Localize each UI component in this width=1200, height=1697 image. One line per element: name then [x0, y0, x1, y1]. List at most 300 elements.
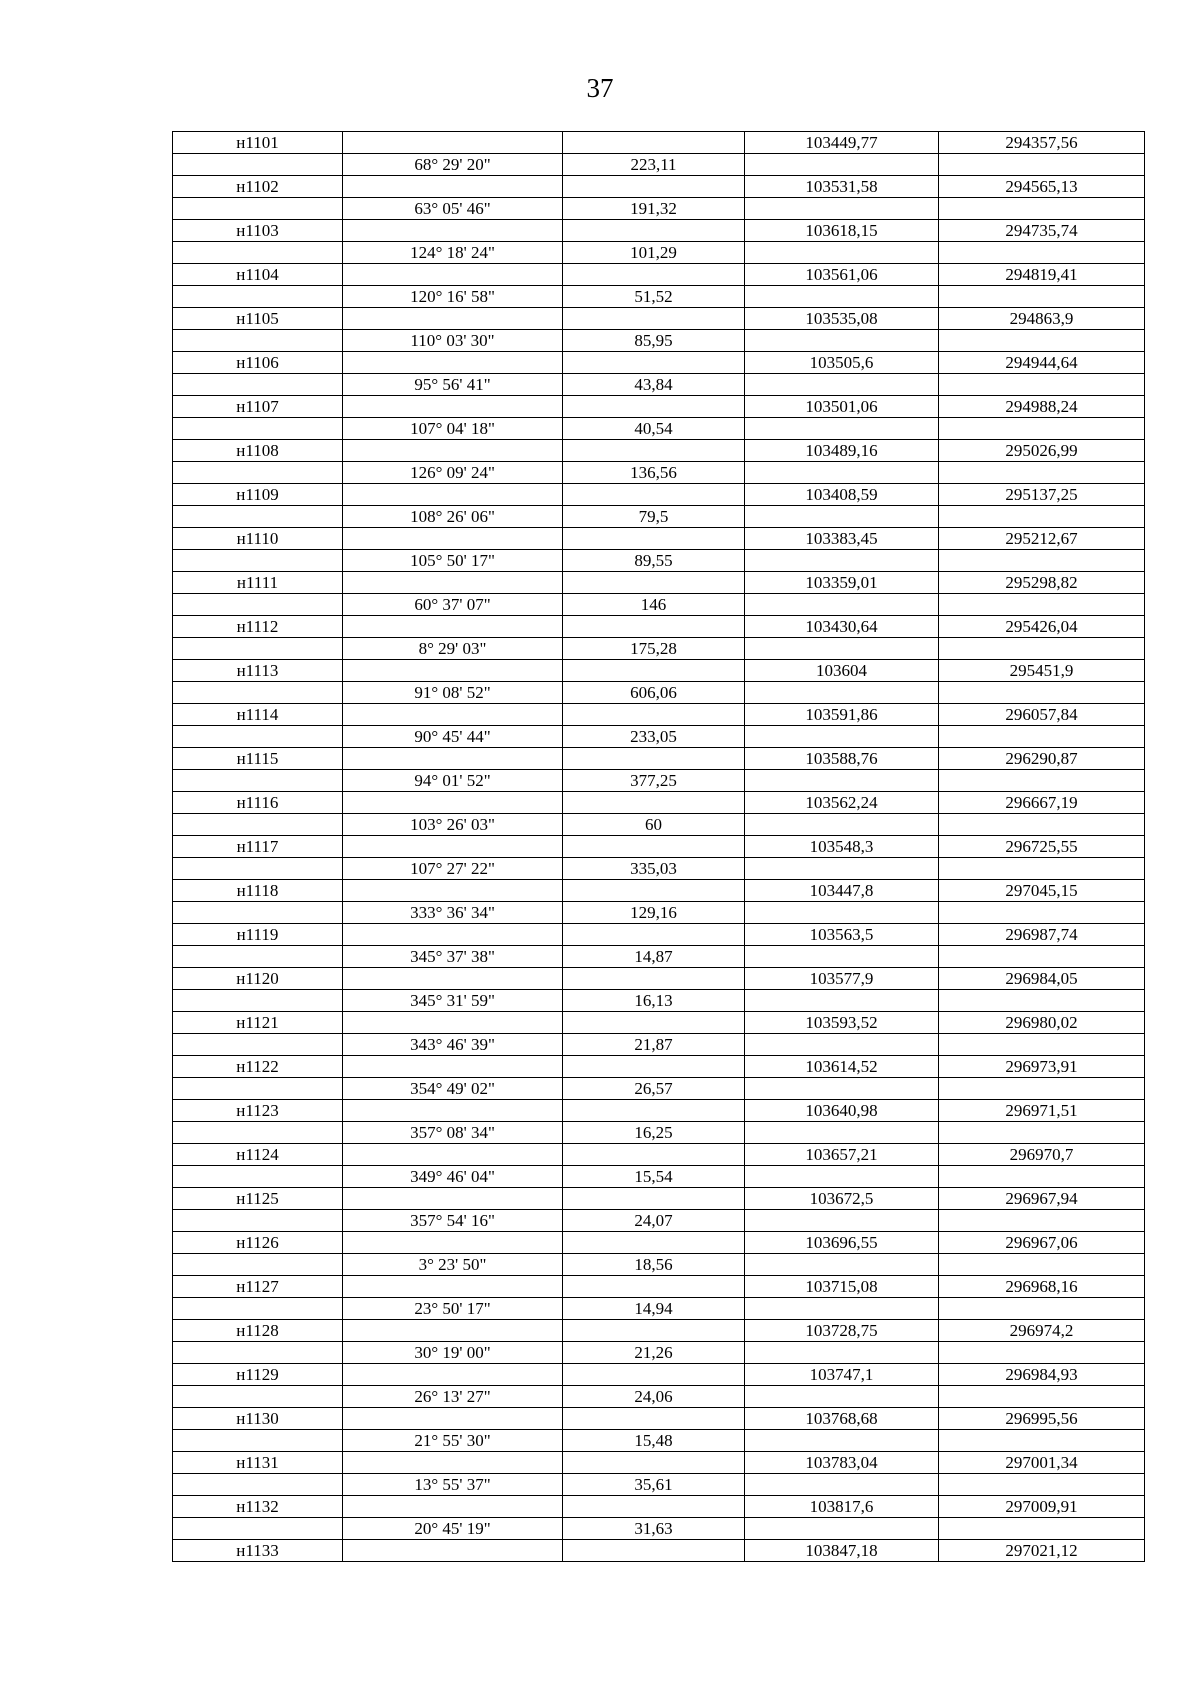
table-row	[173, 1188, 1145, 1210]
point-cell	[173, 550, 343, 572]
x-coordinate-cell	[745, 594, 939, 616]
point-cell: н1121	[173, 1012, 343, 1034]
y-coordinate-cell: 296987,74	[939, 924, 1145, 946]
x-coordinate-cell	[745, 1430, 939, 1452]
x-coordinate-cell: 103408,59	[745, 484, 939, 506]
x-coordinate-cell	[745, 858, 939, 880]
distance-cell: 24,06	[563, 1386, 745, 1408]
x-coordinate-cell	[745, 770, 939, 792]
distance-cell: 51,52	[563, 286, 745, 308]
angle-cell	[343, 1364, 563, 1386]
x-coordinate-cell: 103783,04	[745, 1452, 939, 1474]
x-coordinate-cell	[745, 1034, 939, 1056]
distance-cell: 40,54	[563, 418, 745, 440]
distance-cell	[563, 440, 745, 462]
point-cell: н1120	[173, 968, 343, 990]
angle-cell: 13° 55' 37"	[343, 1474, 563, 1496]
distance-cell	[563, 704, 745, 726]
point-cell	[173, 682, 343, 704]
distance-cell	[563, 484, 745, 506]
y-coordinate-cell: 296967,94	[939, 1188, 1145, 1210]
angle-cell	[343, 792, 563, 814]
y-coordinate-cell	[939, 902, 1145, 924]
table-row	[173, 726, 1145, 748]
x-coordinate-cell: 103747,1	[745, 1364, 939, 1386]
angle-cell: 23° 50' 17"	[343, 1298, 563, 1320]
y-coordinate-cell: 296995,56	[939, 1408, 1145, 1430]
y-coordinate-cell	[939, 1122, 1145, 1144]
table-row	[173, 1474, 1145, 1496]
x-coordinate-cell	[745, 1210, 939, 1232]
distance-cell	[563, 176, 745, 198]
distance-cell	[563, 748, 745, 770]
y-coordinate-cell	[939, 286, 1145, 308]
table-row	[173, 1342, 1145, 1364]
point-cell	[173, 946, 343, 968]
distance-cell: 21,87	[563, 1034, 745, 1056]
table-row	[173, 462, 1145, 484]
x-coordinate-cell: 103728,75	[745, 1320, 939, 1342]
angle-cell: 63° 05' 46"	[343, 198, 563, 220]
table-row	[173, 242, 1145, 264]
angle-cell: 345° 37' 38"	[343, 946, 563, 968]
table-row	[173, 1012, 1145, 1034]
y-coordinate-cell: 296290,87	[939, 748, 1145, 770]
point-cell	[173, 198, 343, 220]
distance-cell: 233,05	[563, 726, 745, 748]
angle-cell	[343, 528, 563, 550]
distance-cell: 21,26	[563, 1342, 745, 1364]
angle-cell: 110° 03' 30"	[343, 330, 563, 352]
angle-cell	[343, 396, 563, 418]
distance-cell	[563, 1408, 745, 1430]
table-row	[173, 286, 1145, 308]
angle-cell: 357° 08' 34"	[343, 1122, 563, 1144]
y-coordinate-cell	[939, 1210, 1145, 1232]
distance-cell	[563, 220, 745, 242]
angle-cell: 94° 01' 52"	[343, 770, 563, 792]
point-cell	[173, 1122, 343, 1144]
x-coordinate-cell: 103672,5	[745, 1188, 939, 1210]
point-cell: н1126	[173, 1232, 343, 1254]
angle-cell	[343, 220, 563, 242]
x-coordinate-cell	[745, 1386, 939, 1408]
angle-cell: 107° 27' 22"	[343, 858, 563, 880]
y-coordinate-cell	[939, 1034, 1145, 1056]
table-row	[173, 1496, 1145, 1518]
table-row	[173, 792, 1145, 814]
y-coordinate-cell	[939, 726, 1145, 748]
table-row	[173, 176, 1145, 198]
point-cell: н1119	[173, 924, 343, 946]
y-coordinate-cell	[939, 638, 1145, 660]
distance-cell	[563, 132, 745, 154]
table-row	[173, 902, 1145, 924]
x-coordinate-cell	[745, 1518, 939, 1540]
x-coordinate-cell: 103640,98	[745, 1100, 939, 1122]
y-coordinate-cell: 295298,82	[939, 572, 1145, 594]
point-cell: н1108	[173, 440, 343, 462]
y-coordinate-cell: 296968,16	[939, 1276, 1145, 1298]
y-coordinate-cell	[939, 1342, 1145, 1364]
x-coordinate-cell: 103531,58	[745, 176, 939, 198]
x-coordinate-cell	[745, 462, 939, 484]
x-coordinate-cell	[745, 242, 939, 264]
y-coordinate-cell	[939, 374, 1145, 396]
point-cell	[173, 1430, 343, 1452]
x-coordinate-cell	[745, 946, 939, 968]
table-row	[173, 506, 1145, 528]
distance-cell: 101,29	[563, 242, 745, 264]
y-coordinate-cell: 297045,15	[939, 880, 1145, 902]
y-coordinate-cell: 295451,9	[939, 660, 1145, 682]
point-cell	[173, 990, 343, 1012]
angle-cell: 3° 23' 50"	[343, 1254, 563, 1276]
distance-cell	[563, 528, 745, 550]
point-cell	[173, 1386, 343, 1408]
distance-cell	[563, 836, 745, 858]
x-coordinate-cell	[745, 1166, 939, 1188]
point-cell: н1109	[173, 484, 343, 506]
angle-cell: 120° 16' 58"	[343, 286, 563, 308]
y-coordinate-cell: 296057,84	[939, 704, 1145, 726]
y-coordinate-cell: 294944,64	[939, 352, 1145, 374]
distance-cell	[563, 924, 745, 946]
x-coordinate-cell	[745, 726, 939, 748]
angle-cell	[343, 1452, 563, 1474]
angle-cell	[343, 1188, 563, 1210]
x-coordinate-cell: 103847,18	[745, 1540, 939, 1562]
table-row	[173, 528, 1145, 550]
x-coordinate-cell: 103604	[745, 660, 939, 682]
distance-cell	[563, 352, 745, 374]
table-row	[173, 1276, 1145, 1298]
angle-cell: 124° 18' 24"	[343, 242, 563, 264]
angle-cell	[343, 924, 563, 946]
distance-cell: 26,57	[563, 1078, 745, 1100]
table-row	[173, 1210, 1145, 1232]
angle-cell	[343, 1408, 563, 1430]
point-cell	[173, 1342, 343, 1364]
angle-cell	[343, 176, 563, 198]
point-cell	[173, 242, 343, 264]
y-coordinate-cell	[939, 1078, 1145, 1100]
table-row	[173, 1056, 1145, 1078]
table-row	[173, 748, 1145, 770]
angle-cell	[343, 132, 563, 154]
table-row	[173, 682, 1145, 704]
x-coordinate-cell	[745, 286, 939, 308]
x-coordinate-cell	[745, 154, 939, 176]
point-cell: н1104	[173, 264, 343, 286]
table-row	[173, 1540, 1145, 1562]
table-row	[173, 374, 1145, 396]
angle-cell: 8° 29' 03"	[343, 638, 563, 660]
point-cell	[173, 594, 343, 616]
y-coordinate-cell	[939, 506, 1145, 528]
table-row	[173, 1034, 1145, 1056]
angle-cell	[343, 616, 563, 638]
table-row	[173, 1122, 1145, 1144]
point-cell: н1114	[173, 704, 343, 726]
table-row	[173, 638, 1145, 660]
point-cell: н1102	[173, 176, 343, 198]
y-coordinate-cell	[939, 154, 1145, 176]
table-row	[173, 1232, 1145, 1254]
distance-cell: 377,25	[563, 770, 745, 792]
point-cell: н1117	[173, 836, 343, 858]
point-cell: н1101	[173, 132, 343, 154]
table-row	[173, 132, 1145, 154]
table-row	[173, 990, 1145, 1012]
table-row	[173, 946, 1145, 968]
x-coordinate-cell: 103696,55	[745, 1232, 939, 1254]
angle-cell: 95° 56' 41"	[343, 374, 563, 396]
distance-cell: 223,11	[563, 154, 745, 176]
y-coordinate-cell	[939, 1254, 1145, 1276]
distance-cell	[563, 1100, 745, 1122]
distance-cell: 85,95	[563, 330, 745, 352]
angle-cell	[343, 264, 563, 286]
x-coordinate-cell	[745, 1298, 939, 1320]
y-coordinate-cell	[939, 1430, 1145, 1452]
point-cell	[173, 814, 343, 836]
distance-cell: 16,13	[563, 990, 745, 1012]
x-coordinate-cell	[745, 902, 939, 924]
point-cell: н1111	[173, 572, 343, 594]
x-coordinate-cell	[745, 418, 939, 440]
table-row	[173, 616, 1145, 638]
table-row	[173, 1364, 1145, 1386]
y-coordinate-cell: 296973,91	[939, 1056, 1145, 1078]
angle-cell	[343, 572, 563, 594]
x-coordinate-cell: 103768,68	[745, 1408, 939, 1430]
point-cell: н1122	[173, 1056, 343, 1078]
point-cell	[173, 506, 343, 528]
point-cell: н1115	[173, 748, 343, 770]
y-coordinate-cell	[939, 330, 1145, 352]
y-coordinate-cell	[939, 1518, 1145, 1540]
x-coordinate-cell	[745, 198, 939, 220]
angle-cell	[343, 1496, 563, 1518]
table-row	[173, 572, 1145, 594]
x-coordinate-cell	[745, 638, 939, 660]
x-coordinate-cell: 103618,15	[745, 220, 939, 242]
point-cell	[173, 726, 343, 748]
point-cell: н1106	[173, 352, 343, 374]
x-coordinate-cell	[745, 1342, 939, 1364]
distance-cell: 15,54	[563, 1166, 745, 1188]
point-cell	[173, 286, 343, 308]
y-coordinate-cell: 296974,2	[939, 1320, 1145, 1342]
angle-cell: 107° 04' 18"	[343, 418, 563, 440]
angle-cell: 91° 08' 52"	[343, 682, 563, 704]
distance-cell	[563, 1012, 745, 1034]
distance-cell: 79,5	[563, 506, 745, 528]
distance-cell	[563, 1452, 745, 1474]
distance-cell	[563, 1144, 745, 1166]
distance-cell: 31,63	[563, 1518, 745, 1540]
x-coordinate-cell: 103447,8	[745, 880, 939, 902]
y-coordinate-cell	[939, 1166, 1145, 1188]
angle-cell: 60° 37' 07"	[343, 594, 563, 616]
table-row	[173, 1518, 1145, 1540]
y-coordinate-cell: 294819,41	[939, 264, 1145, 286]
distance-cell: 606,06	[563, 682, 745, 704]
table-row	[173, 484, 1145, 506]
y-coordinate-cell	[939, 990, 1145, 1012]
distance-cell	[563, 1496, 745, 1518]
distance-cell: 60	[563, 814, 745, 836]
x-coordinate-cell	[745, 1474, 939, 1496]
angle-cell	[343, 836, 563, 858]
y-coordinate-cell: 296970,7	[939, 1144, 1145, 1166]
distance-cell: 18,56	[563, 1254, 745, 1276]
angle-cell	[343, 968, 563, 990]
distance-cell	[563, 1188, 745, 1210]
point-cell: н1129	[173, 1364, 343, 1386]
x-coordinate-cell: 103563,5	[745, 924, 939, 946]
y-coordinate-cell: 295426,04	[939, 616, 1145, 638]
point-cell	[173, 770, 343, 792]
x-coordinate-cell: 103593,52	[745, 1012, 939, 1034]
y-coordinate-cell	[939, 946, 1145, 968]
x-coordinate-cell: 103501,06	[745, 396, 939, 418]
point-cell: н1123	[173, 1100, 343, 1122]
angle-cell: 30° 19' 00"	[343, 1342, 563, 1364]
x-coordinate-cell: 103562,24	[745, 792, 939, 814]
point-cell: н1113	[173, 660, 343, 682]
table-row	[173, 968, 1145, 990]
y-coordinate-cell: 296667,19	[939, 792, 1145, 814]
distance-cell	[563, 616, 745, 638]
angle-cell: 333° 36' 34"	[343, 902, 563, 924]
table-row	[173, 704, 1145, 726]
distance-cell	[563, 1056, 745, 1078]
distance-cell: 24,07	[563, 1210, 745, 1232]
point-cell	[173, 1210, 343, 1232]
angle-cell: 345° 31' 59"	[343, 990, 563, 1012]
table-row	[173, 1320, 1145, 1342]
point-cell	[173, 1034, 343, 1056]
distance-cell: 191,32	[563, 198, 745, 220]
point-cell	[173, 1518, 343, 1540]
angle-cell	[343, 660, 563, 682]
coordinates-table-body	[173, 132, 1145, 1562]
distance-cell	[563, 968, 745, 990]
angle-cell: 354° 49' 02"	[343, 1078, 563, 1100]
x-coordinate-cell	[745, 990, 939, 1012]
table-row	[173, 220, 1145, 242]
distance-cell: 89,55	[563, 550, 745, 572]
point-cell	[173, 462, 343, 484]
distance-cell: 136,56	[563, 462, 745, 484]
x-coordinate-cell	[745, 330, 939, 352]
y-coordinate-cell: 295137,25	[939, 484, 1145, 506]
point-cell: н1105	[173, 308, 343, 330]
point-cell: н1103	[173, 220, 343, 242]
angle-cell: 26° 13' 27"	[343, 1386, 563, 1408]
point-cell	[173, 1298, 343, 1320]
distance-cell	[563, 880, 745, 902]
y-coordinate-cell: 297021,12	[939, 1540, 1145, 1562]
table-row	[173, 418, 1145, 440]
table-row	[173, 1430, 1145, 1452]
distance-cell: 16,25	[563, 1122, 745, 1144]
coordinates-table	[172, 131, 1145, 1562]
distance-cell	[563, 660, 745, 682]
y-coordinate-cell	[939, 550, 1145, 572]
distance-cell	[563, 308, 745, 330]
table-row	[173, 308, 1145, 330]
y-coordinate-cell: 296980,02	[939, 1012, 1145, 1034]
table-row	[173, 264, 1145, 286]
angle-cell	[343, 308, 563, 330]
x-coordinate-cell	[745, 1078, 939, 1100]
distance-cell	[563, 1320, 745, 1342]
y-coordinate-cell: 294357,56	[939, 132, 1145, 154]
y-coordinate-cell: 296725,55	[939, 836, 1145, 858]
y-coordinate-cell	[939, 770, 1145, 792]
distance-cell: 335,03	[563, 858, 745, 880]
angle-cell: 357° 54' 16"	[343, 1210, 563, 1232]
table-row	[173, 396, 1145, 418]
y-coordinate-cell	[939, 418, 1145, 440]
point-cell	[173, 418, 343, 440]
distance-cell	[563, 1276, 745, 1298]
table-row	[173, 550, 1145, 572]
table-row	[173, 1144, 1145, 1166]
x-coordinate-cell	[745, 1122, 939, 1144]
point-cell	[173, 638, 343, 660]
table-row	[173, 1298, 1145, 1320]
point-cell	[173, 1166, 343, 1188]
x-coordinate-cell: 103588,76	[745, 748, 939, 770]
point-cell: н1127	[173, 1276, 343, 1298]
table-row	[173, 1100, 1145, 1122]
angle-cell: 105° 50' 17"	[343, 550, 563, 572]
distance-cell: 14,87	[563, 946, 745, 968]
y-coordinate-cell	[939, 1298, 1145, 1320]
point-cell: н1131	[173, 1452, 343, 1474]
distance-cell: 35,61	[563, 1474, 745, 1496]
table-row	[173, 924, 1145, 946]
y-coordinate-cell: 296984,93	[939, 1364, 1145, 1386]
y-coordinate-cell: 297009,91	[939, 1496, 1145, 1518]
angle-cell: 343° 46' 39"	[343, 1034, 563, 1056]
table-row	[173, 858, 1145, 880]
x-coordinate-cell	[745, 550, 939, 572]
distance-cell	[563, 1232, 745, 1254]
distance-cell: 146	[563, 594, 745, 616]
point-cell	[173, 1078, 343, 1100]
angle-cell	[343, 1056, 563, 1078]
table-row	[173, 814, 1145, 836]
angle-cell: 108° 26' 06"	[343, 506, 563, 528]
x-coordinate-cell	[745, 682, 939, 704]
angle-cell	[343, 1144, 563, 1166]
y-coordinate-cell: 295212,67	[939, 528, 1145, 550]
x-coordinate-cell: 103535,08	[745, 308, 939, 330]
y-coordinate-cell	[939, 1474, 1145, 1496]
distance-cell	[563, 792, 745, 814]
angle-cell: 21° 55' 30"	[343, 1430, 563, 1452]
angle-cell	[343, 880, 563, 902]
distance-cell	[563, 1364, 745, 1386]
y-coordinate-cell: 294863,9	[939, 308, 1145, 330]
point-cell: н1124	[173, 1144, 343, 1166]
point-cell	[173, 902, 343, 924]
